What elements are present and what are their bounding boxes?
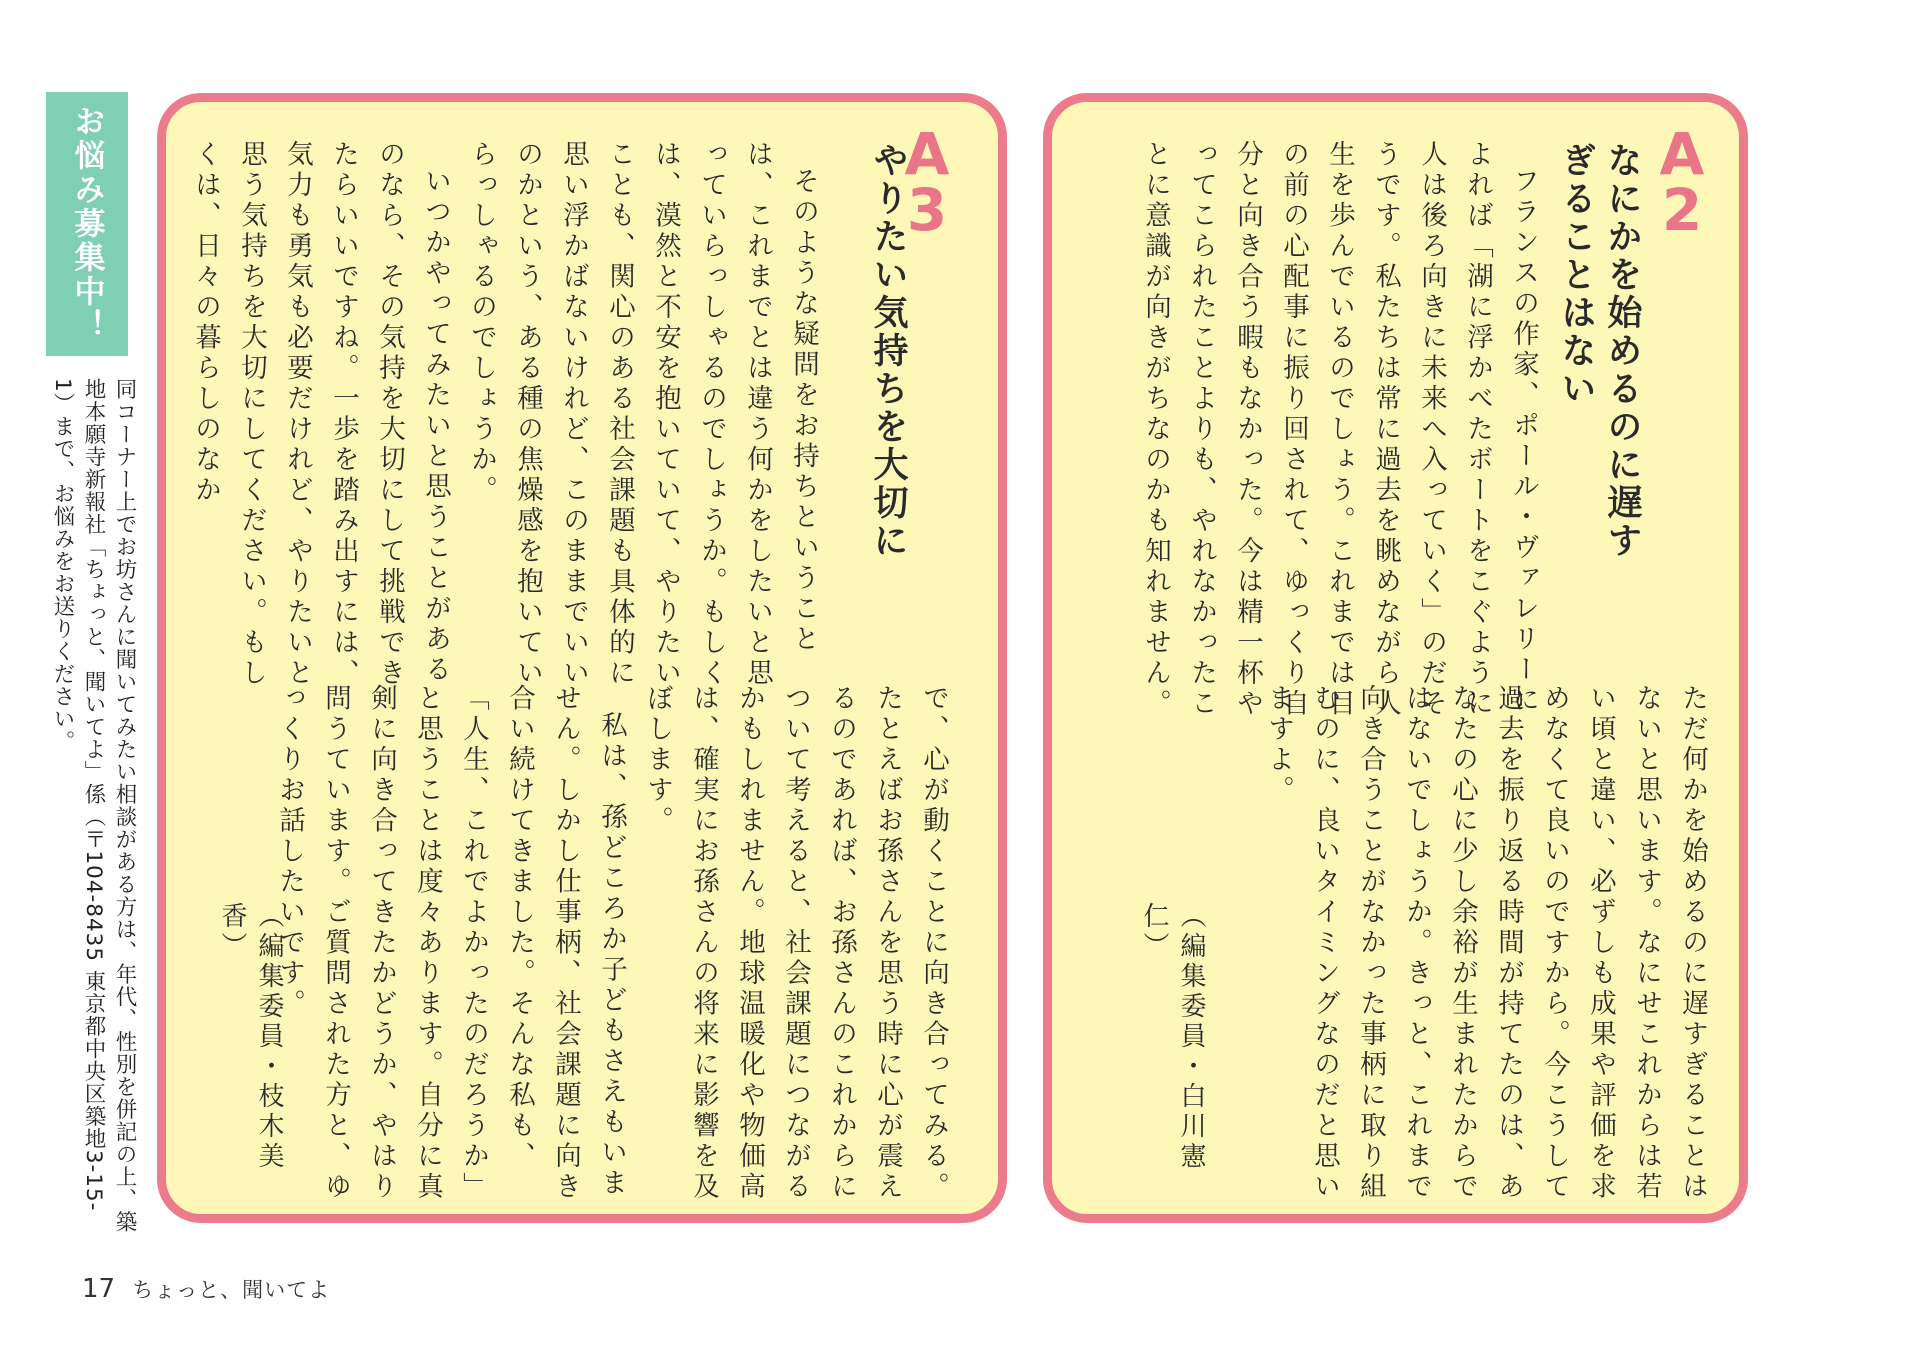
answer-heading: なにかを始めるのに遅すぎることはない — [1556, 142, 1642, 560]
body-paragraph: いつかやってみたいと思うことがあるのなら、その気持を大切にして挑戦できたらいいですね。一歩を踏み出すには、気力も勇気も必要だけれど、やりたいと思う気持ちを大切にしてください。もしくは、日々の暮らしのなか — [190, 140, 451, 689]
answer-label — [1647, 120, 1717, 244]
answer-label-char-2: 2 — [1661, 176, 1703, 244]
body-paragraph: ただ何かを始めるのに遅すぎることはないと思います。なにせこれからは若い頃と違い、必ずしも成果や評価を求めなくて良いのですから。今こうして過去を振り返る時間が持てたのは、あなたの心に少し余裕が生まれたからではないでしょうか。きっと、これまで向き合うことがなかった事柄に取り組むのに、良いタイミングなのだと思いますよ。 — [1263, 684, 1708, 1203]
answer-label-char-1: A — [1659, 120, 1705, 188]
editor-signature: （編集委員・枝木美香） — [217, 902, 284, 1172]
answer-body-upper — [190, 140, 826, 706]
recruitment-tab: お悩み募集中！ — [46, 92, 128, 356]
publication-title: ちょっと、聞いてよ — [132, 1278, 331, 1302]
answer-label-char-1: A — [904, 120, 950, 188]
page-footer — [82, 1274, 330, 1304]
answer-card-a3 — [157, 93, 1007, 1223]
body-paragraph: で、心が動くことに向き合ってみる。たとえばお孫さんを思う時に心が震えるのであれば、お孫さんのこれからについて考えると、社会課題につながるかもしれません。地球温暖化や物価高は、確実にお孫さんの将来に影響を及ぼします。 — [642, 684, 949, 1203]
answer-body-lower — [274, 684, 956, 1212]
answer-body-upper — [1076, 140, 1546, 720]
body-paragraph: そのような疑問をお持ちということは、これまでとは違う何かをしたいと思っていらっしゃるのでしょうか。もしくは、漠然と不安を抱いていて、やりたいことも、関心のある社会課題も具体的に思い浮かばないけれど、このままでいいのかという、ある種の焦燥感を抱いていらっしゃるのでしょうか。 — [466, 140, 819, 689]
editor-signature: （編集委員・白川憲仁） — [1139, 902, 1206, 1172]
answer-label-char-2: 3 — [906, 176, 948, 244]
page-number: 17 — [82, 1274, 116, 1304]
answer-card-a2 — [1043, 93, 1748, 1223]
body-paragraph: フランスの作家、ポール・ヴァレリーによれば「湖に浮かべたボートをこぐように人は後ろ向きに未来へ入っていく」のだそうです。私たちは常に過去を眺めながら人生を歩んでいるのでしょう。これまでは目の前の心配事に振り回されて、ゆっくり自分と向き合う暇もなかった。今は精一杯やってこられたことよりも、やれなかったことに意識が向きがちなのかも知れません。 — [1140, 140, 1539, 720]
answer-heading: やりたい気持ちを大切に — [868, 142, 908, 560]
submission-note: 同コーナー上でお坊さんに聞いてみたい相談がある方は、年代、性別を併記の上、築地本願寺新報社「ちょっと、聞いてよ」係（〒104-8435 東京都中央区築地3-15-1）まで、お悩みをお送りください。 — [50, 378, 137, 1233]
body-paragraph: 私は、孫どころか子どもさえもいません。しかし仕事柄、社会課題に向き合い続けてきました。そんな私も、「人生、これでよかったのだろうか」と思うことは度々あります。自分に真剣に向き合ってきたかどうか、やはり問うています。ご質問された方と、ゆっくりお話したいです。 — [274, 684, 627, 1203]
answer-body-lower — [1255, 684, 1715, 1212]
